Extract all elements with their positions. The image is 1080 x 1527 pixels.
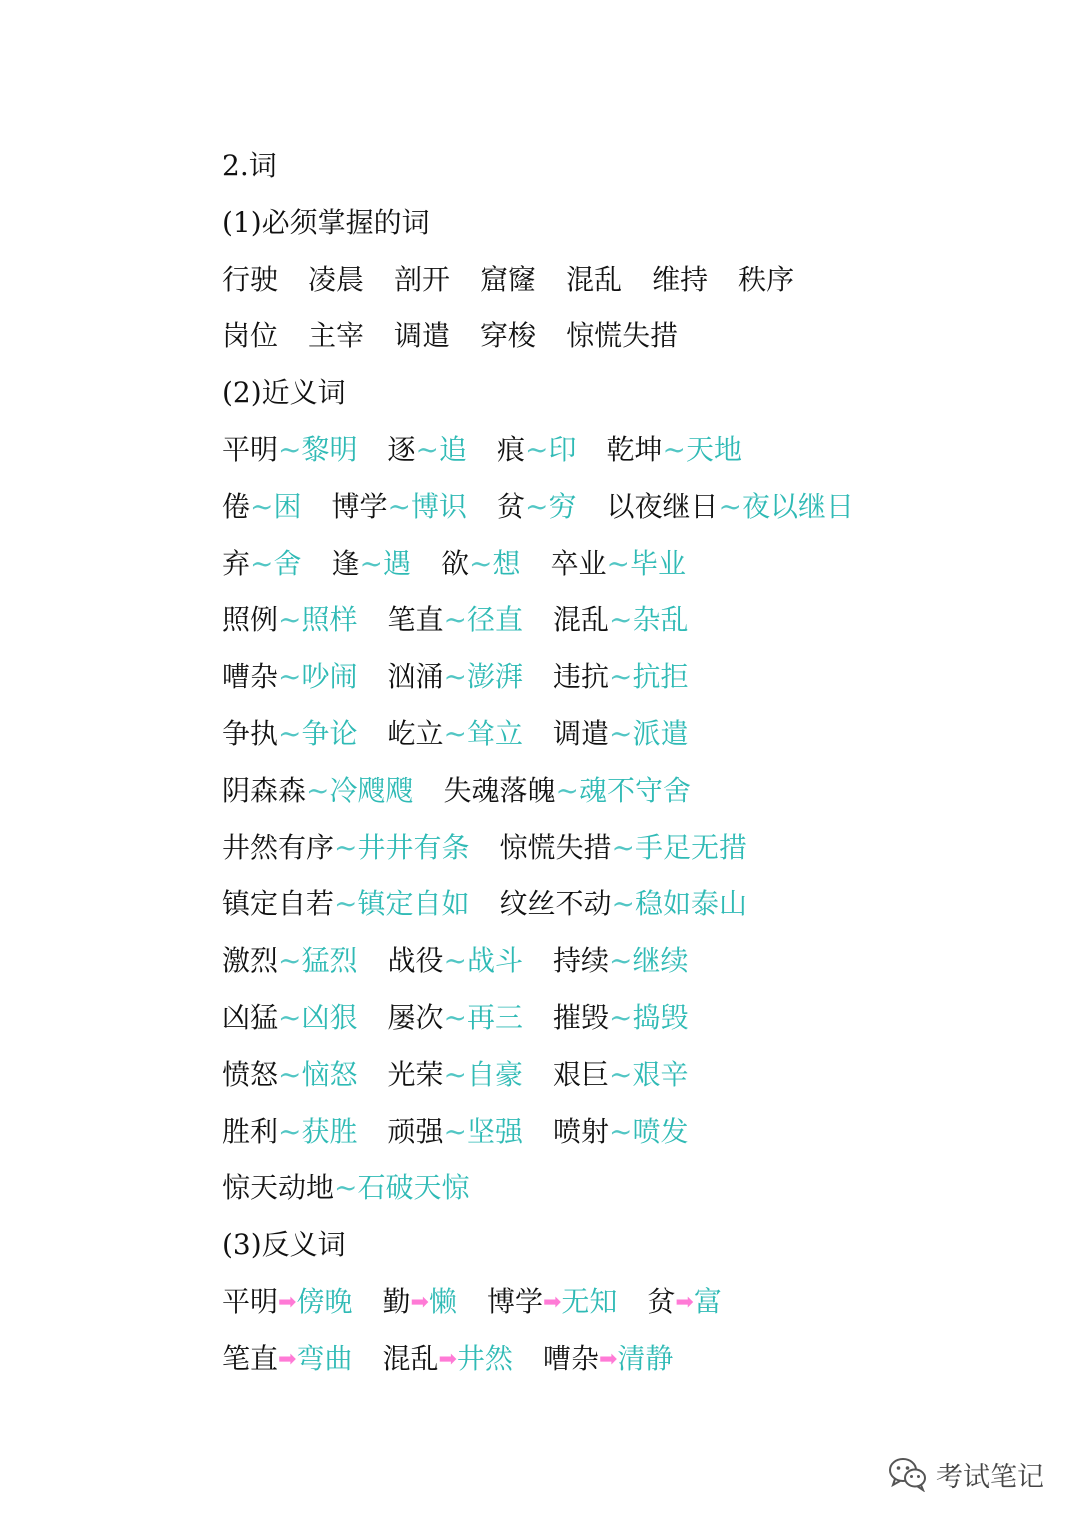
synonyms-row bbox=[222, 649, 884, 706]
word-term: 勤 bbox=[382, 1284, 411, 1318]
tilde-separator: ~ bbox=[443, 603, 467, 637]
word-item: 惊慌失措 bbox=[566, 319, 679, 353]
synonyms-pair bbox=[607, 479, 855, 536]
synonym-word: 井井有条 bbox=[357, 830, 470, 864]
synonym-word: 手足无措 bbox=[634, 830, 747, 864]
synonyms-pair bbox=[607, 422, 743, 479]
synonym-word: 猛烈 bbox=[301, 944, 358, 978]
word-term: 违抗 bbox=[553, 660, 610, 694]
must-master-heading: (1)必须掌握的词 bbox=[222, 205, 430, 239]
arrow-icon: ➡ bbox=[675, 1289, 694, 1315]
word-term: 屹立 bbox=[387, 716, 444, 750]
word-term: 混乱 bbox=[382, 1341, 439, 1375]
antonym-word: 弯曲 bbox=[296, 1341, 353, 1375]
word-term: 阴森森 bbox=[222, 773, 307, 807]
synonyms-pair bbox=[388, 706, 524, 763]
synonyms-pair bbox=[388, 1047, 524, 1104]
tilde-separator: ~ bbox=[278, 432, 302, 466]
antonyms-heading: (3)反义词 bbox=[222, 1228, 346, 1262]
tilde-separator: ~ bbox=[359, 546, 383, 580]
tilde-separator: ~ bbox=[606, 546, 630, 580]
watermark bbox=[888, 1452, 1044, 1496]
word-term: 以夜继日 bbox=[606, 489, 719, 523]
word-row bbox=[222, 252, 884, 309]
synonym-word: 捣毁 bbox=[632, 1000, 689, 1034]
word-term: 失魂落魄 bbox=[443, 773, 556, 807]
word-item: 调遣 bbox=[394, 319, 451, 353]
synonyms-pair bbox=[388, 649, 524, 706]
word-term: 镇定自若 bbox=[222, 887, 335, 921]
word-item: 穿梭 bbox=[480, 319, 537, 353]
word-term: 逢 bbox=[331, 546, 360, 580]
word-term: 照例 bbox=[222, 603, 279, 637]
synonym-word: 坚强 bbox=[466, 1114, 523, 1148]
word-term: 逐 bbox=[387, 432, 416, 466]
synonyms-pair bbox=[500, 820, 748, 877]
synonyms-pair bbox=[444, 763, 692, 820]
word-item: 行驶 bbox=[222, 262, 279, 296]
synonyms-pair bbox=[222, 990, 358, 1047]
antonym-word: 懒 bbox=[428, 1284, 457, 1318]
word-term: 井然有序 bbox=[222, 830, 335, 864]
tilde-separator: ~ bbox=[278, 603, 302, 637]
arrow-icon: ➡ bbox=[598, 1346, 618, 1372]
synonym-word: 杂乱 bbox=[632, 603, 689, 637]
synonym-word: 舍 bbox=[273, 546, 302, 580]
synonyms-row bbox=[222, 876, 884, 933]
tilde-separator: ~ bbox=[278, 1057, 302, 1091]
tilde-separator: ~ bbox=[611, 830, 635, 864]
word-term: 嘈杂 bbox=[222, 660, 279, 694]
tilde-separator: ~ bbox=[278, 716, 302, 750]
word-item: 维持 bbox=[652, 262, 709, 296]
word-term: 平明 bbox=[222, 1284, 279, 1318]
tilde-separator: ~ bbox=[334, 1171, 358, 1205]
synonyms-pair bbox=[222, 763, 414, 820]
synonym-word: 魂不守舍 bbox=[578, 773, 691, 807]
synonyms-row bbox=[222, 1047, 884, 1104]
synonym-word: 获胜 bbox=[301, 1114, 358, 1148]
synonyms-pair bbox=[553, 706, 689, 763]
synonyms-row bbox=[222, 592, 884, 649]
word-term: 乾坤 bbox=[606, 432, 663, 466]
synonyms-pair bbox=[553, 592, 689, 649]
section-title: 2.词 bbox=[222, 149, 277, 182]
word-term: 光荣 bbox=[387, 1057, 444, 1091]
word-item: 主宰 bbox=[308, 319, 365, 353]
antonyms-pair bbox=[222, 1274, 352, 1332]
synonyms-list bbox=[222, 422, 884, 1217]
synonyms-row bbox=[222, 820, 884, 877]
synonyms-pair bbox=[553, 933, 689, 990]
synonyms-pair bbox=[222, 1047, 358, 1104]
synonyms-pair bbox=[222, 933, 358, 990]
synonyms-pair bbox=[222, 422, 358, 479]
synonym-word: 喷发 bbox=[632, 1114, 689, 1148]
arrow-icon: ➡ bbox=[542, 1289, 562, 1315]
synonym-word: 继续 bbox=[632, 944, 689, 978]
word-term: 倦 bbox=[222, 489, 251, 523]
synonyms-pair bbox=[388, 933, 524, 990]
antonym-word: 清静 bbox=[617, 1341, 674, 1375]
synonym-word: 追 bbox=[438, 432, 467, 466]
tilde-separator: ~ bbox=[443, 1114, 467, 1148]
antonym-word: 富 bbox=[693, 1284, 722, 1318]
synonyms-pair bbox=[553, 1104, 689, 1161]
tilde-separator: ~ bbox=[609, 1114, 633, 1148]
tilde-separator: ~ bbox=[525, 489, 549, 523]
synonym-word: 派遣 bbox=[632, 716, 689, 750]
synonyms-pair bbox=[222, 479, 302, 536]
synonyms-row bbox=[222, 763, 884, 820]
tilde-separator: ~ bbox=[443, 1057, 467, 1091]
synonym-word: 遇 bbox=[382, 546, 411, 580]
synonyms-pair bbox=[500, 876, 748, 933]
tilde-separator: ~ bbox=[250, 546, 274, 580]
synonym-word: 稳如泰山 bbox=[634, 887, 747, 921]
synonym-word: 恼怒 bbox=[301, 1057, 358, 1091]
word-term: 贫 bbox=[497, 489, 526, 523]
synonym-word: 穷 bbox=[548, 489, 577, 523]
word-row bbox=[222, 308, 884, 365]
word-term: 纹丝不动 bbox=[499, 887, 612, 921]
word-term: 惊慌失措 bbox=[499, 830, 612, 864]
synonym-word: 博识 bbox=[410, 489, 467, 523]
synonym-word: 石破天惊 bbox=[357, 1171, 470, 1205]
antonym-word: 无知 bbox=[561, 1284, 618, 1318]
tilde-separator: ~ bbox=[334, 887, 358, 921]
word-term: 汹涌 bbox=[387, 660, 444, 694]
synonyms-pair bbox=[222, 592, 358, 649]
synonym-word: 毕业 bbox=[629, 546, 686, 580]
synonyms-row bbox=[222, 479, 884, 536]
must-master-list bbox=[222, 252, 884, 366]
tilde-separator: ~ bbox=[609, 603, 633, 637]
tilde-separator: ~ bbox=[718, 489, 742, 523]
word-term: 卒业 bbox=[550, 546, 607, 580]
word-term: 贫 bbox=[647, 1284, 676, 1318]
synonyms-pair bbox=[222, 536, 302, 593]
antonyms-pair bbox=[543, 1331, 673, 1389]
synonym-word: 困 bbox=[273, 489, 302, 523]
synonyms-row bbox=[222, 706, 884, 763]
antonyms-pair bbox=[382, 1274, 456, 1332]
synonym-word: 想 bbox=[492, 546, 521, 580]
antonyms-pair bbox=[487, 1274, 617, 1332]
synonyms-heading: (2)近义词 bbox=[222, 376, 346, 410]
antonyms-list bbox=[222, 1274, 884, 1388]
tilde-separator: ~ bbox=[555, 773, 579, 807]
synonyms-row bbox=[222, 536, 884, 593]
watermark-text: 考试笔记 bbox=[936, 1461, 1044, 1493]
synonyms-pair bbox=[388, 422, 468, 479]
antonyms-row bbox=[222, 1331, 884, 1388]
tilde-separator: ~ bbox=[334, 830, 358, 864]
word-term: 持续 bbox=[553, 944, 610, 978]
synonyms-pair bbox=[222, 820, 470, 877]
word-item: 窟窿 bbox=[480, 262, 537, 296]
tilde-separator: ~ bbox=[306, 773, 330, 807]
synonym-word: 再三 bbox=[466, 1000, 523, 1034]
synonyms-pair bbox=[222, 649, 358, 706]
tilde-separator: ~ bbox=[443, 660, 467, 694]
word-term: 平明 bbox=[222, 432, 279, 466]
word-term: 博学 bbox=[486, 1284, 543, 1318]
tilde-separator: ~ bbox=[415, 432, 439, 466]
tilde-separator: ~ bbox=[609, 716, 633, 750]
arrow-icon: ➡ bbox=[438, 1346, 457, 1372]
synonyms-pair bbox=[332, 479, 468, 536]
word-term: 嘈杂 bbox=[542, 1341, 599, 1375]
antonym-word: 井然 bbox=[456, 1341, 513, 1375]
synonym-word: 凶狠 bbox=[301, 1000, 358, 1034]
synonyms-pair bbox=[388, 1104, 524, 1161]
word-item: 岗位 bbox=[222, 319, 279, 353]
tilde-separator: ~ bbox=[469, 546, 493, 580]
tilde-separator: ~ bbox=[443, 1000, 467, 1034]
synonyms-pair bbox=[222, 1104, 358, 1161]
synonym-word: 镇定自如 bbox=[357, 887, 470, 921]
word-term: 胜利 bbox=[222, 1114, 279, 1148]
word-term: 调遣 bbox=[553, 716, 610, 750]
synonyms-row bbox=[222, 422, 884, 479]
word-term: 笔直 bbox=[222, 1341, 279, 1375]
word-term: 弃 bbox=[222, 546, 251, 580]
synonyms-pair bbox=[332, 536, 412, 593]
synonym-word: 艰辛 bbox=[632, 1057, 689, 1091]
tilde-separator: ~ bbox=[662, 432, 686, 466]
synonym-word: 径直 bbox=[466, 603, 523, 637]
synonym-word: 战斗 bbox=[466, 944, 523, 978]
word-item: 剖开 bbox=[394, 262, 451, 296]
word-term: 痕 bbox=[497, 432, 526, 466]
tilde-separator: ~ bbox=[278, 1000, 302, 1034]
synonym-word: 耸立 bbox=[466, 716, 523, 750]
word-term: 争执 bbox=[222, 716, 279, 750]
synonyms-pair bbox=[222, 1160, 470, 1217]
synonym-word: 冷飕飕 bbox=[329, 773, 414, 807]
synonym-word: 照样 bbox=[301, 603, 358, 637]
word-term: 战役 bbox=[387, 944, 444, 978]
synonym-word: 天地 bbox=[685, 432, 742, 466]
synonyms-pair bbox=[497, 479, 577, 536]
word-term: 博学 bbox=[331, 489, 388, 523]
synonyms-row bbox=[222, 933, 884, 990]
synonyms-pair bbox=[497, 422, 577, 479]
word-term: 混乱 bbox=[553, 603, 610, 637]
word-term: 艰巨 bbox=[553, 1057, 610, 1091]
tilde-separator: ~ bbox=[278, 944, 302, 978]
word-term: 屡次 bbox=[387, 1000, 444, 1034]
antonyms-pair bbox=[647, 1274, 721, 1332]
arrow-icon: ➡ bbox=[410, 1289, 429, 1315]
tilde-separator: ~ bbox=[278, 1114, 302, 1148]
tilde-separator: ~ bbox=[525, 432, 549, 466]
synonym-word: 印 bbox=[548, 432, 577, 466]
synonyms-row bbox=[222, 1160, 884, 1217]
synonyms-pair bbox=[222, 706, 358, 763]
tilde-separator: ~ bbox=[609, 1057, 633, 1091]
antonyms-pair bbox=[382, 1331, 512, 1389]
word-item: 秩序 bbox=[738, 262, 795, 296]
synonyms-pair bbox=[388, 592, 524, 649]
synonyms-pair bbox=[388, 990, 524, 1047]
word-item: 凌晨 bbox=[308, 262, 365, 296]
synonym-word: 吵闹 bbox=[301, 660, 358, 694]
wechat-icon bbox=[888, 1456, 928, 1492]
synonyms-row bbox=[222, 1104, 884, 1161]
synonyms-pair bbox=[553, 1047, 689, 1104]
word-item: 混乱 bbox=[566, 262, 623, 296]
synonym-word: 夜以继日 bbox=[741, 489, 854, 523]
word-term: 惊天动地 bbox=[222, 1171, 335, 1205]
synonyms-pair bbox=[441, 536, 521, 593]
word-term: 愤怒 bbox=[222, 1057, 279, 1091]
synonyms-row bbox=[222, 990, 884, 1047]
antonyms-pair bbox=[222, 1331, 352, 1389]
synonyms-pair bbox=[553, 649, 689, 706]
synonym-word: 抗拒 bbox=[632, 660, 689, 694]
word-term: 欲 bbox=[441, 546, 470, 580]
word-term: 凶猛 bbox=[222, 1000, 279, 1034]
synonym-word: 自豪 bbox=[466, 1057, 523, 1091]
word-term: 笔直 bbox=[387, 603, 444, 637]
antonyms-row bbox=[222, 1274, 884, 1331]
tilde-separator: ~ bbox=[443, 716, 467, 750]
word-term: 顽强 bbox=[387, 1114, 444, 1148]
word-term: 喷射 bbox=[553, 1114, 610, 1148]
tilde-separator: ~ bbox=[609, 660, 633, 694]
arrow-icon: ➡ bbox=[278, 1346, 297, 1372]
antonym-word: 傍晚 bbox=[296, 1284, 353, 1318]
tilde-separator: ~ bbox=[609, 944, 633, 978]
tilde-separator: ~ bbox=[278, 660, 302, 694]
tilde-separator: ~ bbox=[387, 489, 411, 523]
tilde-separator: ~ bbox=[250, 489, 274, 523]
word-term: 激烈 bbox=[222, 944, 279, 978]
arrow-icon: ➡ bbox=[278, 1289, 297, 1315]
synonym-word: 黎明 bbox=[301, 432, 358, 466]
synonyms-pair bbox=[222, 876, 470, 933]
synonyms-pair bbox=[553, 990, 689, 1047]
tilde-separator: ~ bbox=[443, 944, 467, 978]
tilde-separator: ~ bbox=[609, 1000, 633, 1034]
synonym-word: 争论 bbox=[301, 716, 358, 750]
document-content bbox=[222, 138, 884, 1388]
synonyms-pair bbox=[551, 536, 687, 593]
word-term: 摧毁 bbox=[553, 1000, 610, 1034]
tilde-separator: ~ bbox=[611, 887, 635, 921]
synonym-word: 澎湃 bbox=[466, 660, 523, 694]
